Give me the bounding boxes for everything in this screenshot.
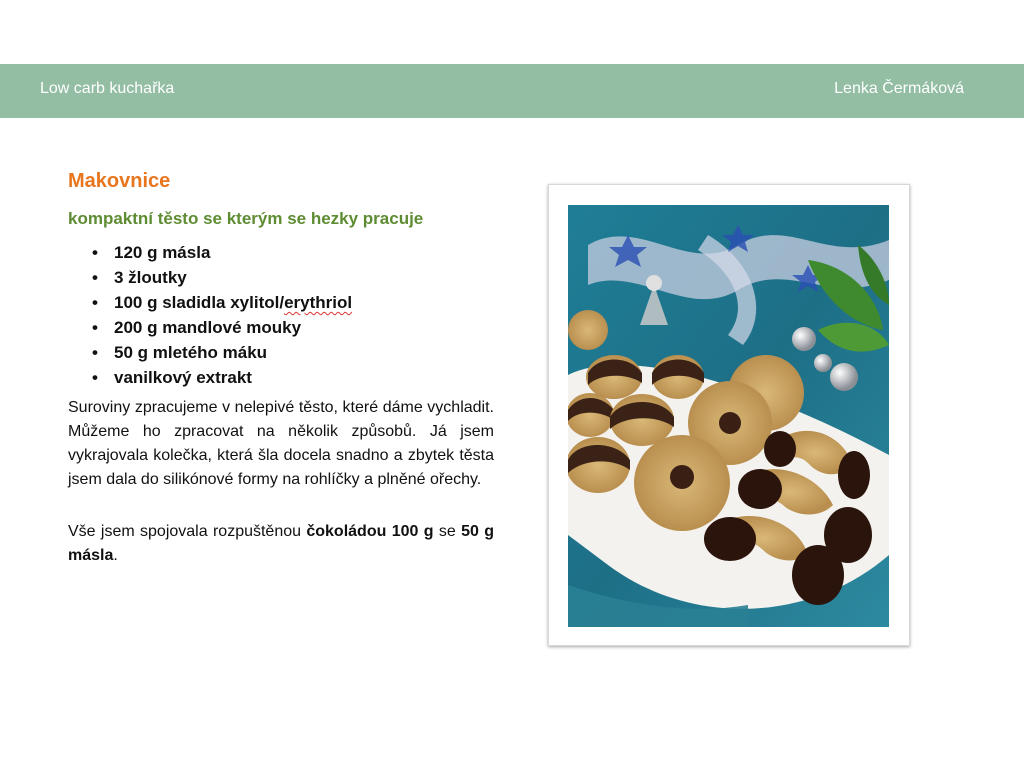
- ingredient-item: • 3 žloutky: [90, 265, 352, 290]
- bullet-icon: •: [92, 318, 98, 337]
- ingredient-item: • 50 g mletého máku: [90, 340, 352, 365]
- assembly-paragraph: Vše jsem spojovala rozpuštěnou čokoládou 100 g se 50 g másla.: [68, 523, 494, 564]
- bullet-icon: •: [92, 293, 98, 312]
- recipe-photo-frame: [548, 184, 910, 646]
- header-bar: [0, 64, 1024, 118]
- book-title: Low carb kuchařka: [40, 80, 175, 97]
- bullet-icon: •: [92, 243, 98, 262]
- bullet-icon: •: [92, 268, 98, 287]
- bullet-icon: •: [92, 368, 98, 387]
- ingredient-item: • vanilkový extrakt: [90, 365, 352, 390]
- recipe-subtitle: kompaktní těsto se kterým se hezky pracuje: [68, 209, 424, 228]
- bullet-icon: •: [92, 343, 98, 362]
- ingredient-list: [90, 240, 352, 390]
- ingredient-item: • 100 g sladidla xylitol/erythriol: [90, 290, 352, 315]
- instructions-paragraph: Suroviny zpracujeme v nelepivé těsto, které dáme vychladit. Můžeme ho zpracovat na několik způsobů. Já jsem vykrajovala kolečka, která šla docela snadno a zbytek těsta jsem dala do silikónové formy na rohlíčky a plněné ořechy.: [68, 399, 494, 488]
- recipe-title: Makovnice: [68, 170, 171, 192]
- ingredient-item: • 200 g mandlové mouky: [90, 315, 352, 340]
- author-name: Lenka Čermáková: [834, 80, 964, 97]
- misspelled-word: erythriol: [284, 293, 353, 312]
- ingredient-item: • 120 g másla: [90, 240, 352, 265]
- cookies-photo: [568, 205, 889, 627]
